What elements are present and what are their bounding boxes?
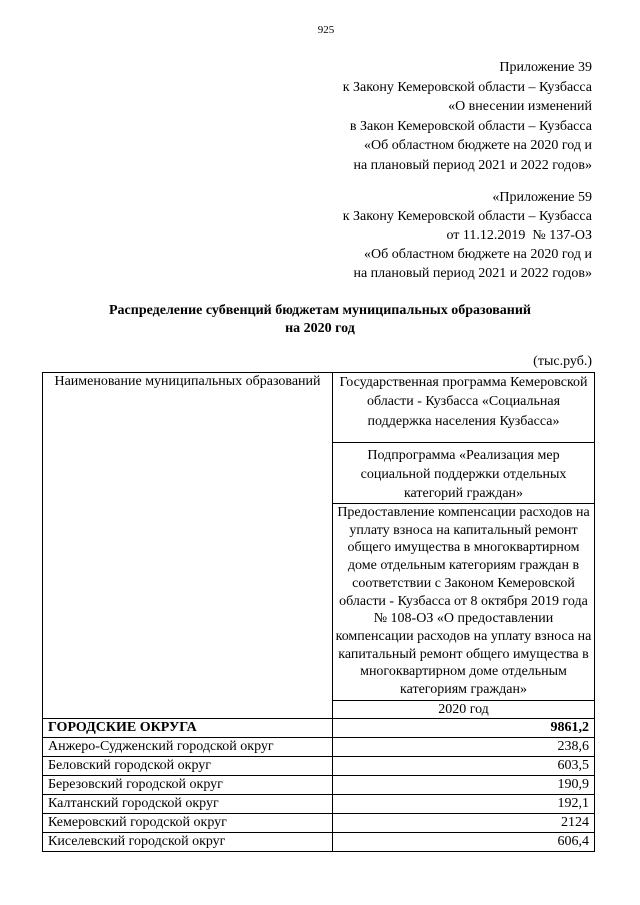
appendix-line: на плановый период 2021 и 2022 годов» (353, 157, 592, 173)
program-header (333, 373, 595, 443)
municipality-name: Беловский городской округ (43, 757, 333, 776)
measure-header (333, 504, 595, 701)
measure-header-line: Предоставление компенсации расходов на (337, 505, 590, 520)
document-title (0, 302, 640, 339)
original-appendix-line: от 11.12.2019 № 137-ОЗ (446, 227, 592, 243)
measure-header-line: общего имущества в многоквартирном (347, 540, 580, 556)
name-column-header: Наименование муниципальных образований (43, 373, 333, 719)
units-label: (тыс.руб.) (533, 354, 592, 369)
subprogram-header-line: социальной поддержки отдельных (360, 467, 567, 482)
program-header-line: области - Кузбасса «Социальная (366, 394, 561, 410)
measure-header-line: области - Кузбасса от 8 октября 2019 года (339, 593, 588, 609)
title-line: на 2020 год (285, 321, 355, 336)
appendix-line: «О внесении изменений (448, 99, 592, 115)
municipality-name: Березовский городской округ (43, 776, 333, 795)
program-header-line: поддержка населения Кузбасса» (367, 413, 560, 429)
original-appendix-line: «Об областном бюджете на 2020 год и (364, 246, 592, 262)
original-appendix-line: на плановый период 2021 и 2022 годов» (353, 265, 592, 281)
page-number: 925 (317, 24, 335, 36)
subprogram-header-line: категорий граждан» (403, 486, 524, 501)
subvention-value: 9861,2 (333, 719, 595, 738)
municipality-name: Анжеро-Судженский городской округ (43, 738, 333, 757)
measure-header-line: № 108-ОЗ «О предоставлении (373, 611, 554, 627)
municipality-name: ГОРОДСКИЕ ОКРУГА (43, 719, 333, 738)
measure-header-line: компенсации расходов на уплату взноса на (335, 628, 592, 644)
subvention-value: 2124 (333, 814, 595, 833)
measure-header-line: доме отдельным категориям граждан в (347, 558, 580, 574)
measure-header-line: уплату взноса на капитальный ремонт (349, 522, 578, 538)
measure-header-line: капитальный ремонт общего имущества в (338, 646, 589, 662)
appendix-line: в Закон Кемеровской области – Кузбасса (349, 118, 592, 134)
subvention-value: 192,1 (333, 795, 595, 814)
year-header: 2020 год (333, 701, 595, 719)
appendix-line: «Об областном бюджете на 2020 год и (364, 138, 592, 154)
title-line: Распределение субвенций бюджетам муниципальных образований (109, 302, 531, 318)
subprogram-header-line: Подпрограмма «Реализация мер (367, 448, 560, 463)
original-appendix-block (343, 188, 592, 283)
original-appendix-line: к Закону Кемеровской области – Кузбасса (342, 208, 592, 224)
municipality-name: Калтанский городской округ (43, 795, 333, 814)
appendix-block (343, 58, 592, 176)
subvention-value: 238,6 (333, 738, 595, 757)
subvention-value: 603,5 (333, 757, 595, 776)
measure-header-line: многоквартирном доме отдельным (360, 664, 567, 680)
measure-header-line: соответствии с Законом Кемеровской (352, 575, 575, 591)
appendix-line: Приложение 39 (499, 60, 592, 75)
subprogram-header (333, 443, 595, 504)
municipality-name: Кемеровский городской округ (43, 814, 333, 833)
measure-header-line: категориям граждан» (400, 682, 527, 698)
municipality-name: Киселевский городской округ (43, 833, 333, 852)
subvention-value: 606,4 (333, 833, 595, 852)
subvention-value: 190,9 (333, 776, 595, 795)
original-appendix-line: «Приложение 59 (492, 189, 592, 205)
program-header-line: Государственная программа Кемеровской (339, 375, 588, 390)
appendix-line: к Закону Кемеровской области – Кузбасса (342, 79, 592, 95)
subventions-table (42, 372, 595, 852)
